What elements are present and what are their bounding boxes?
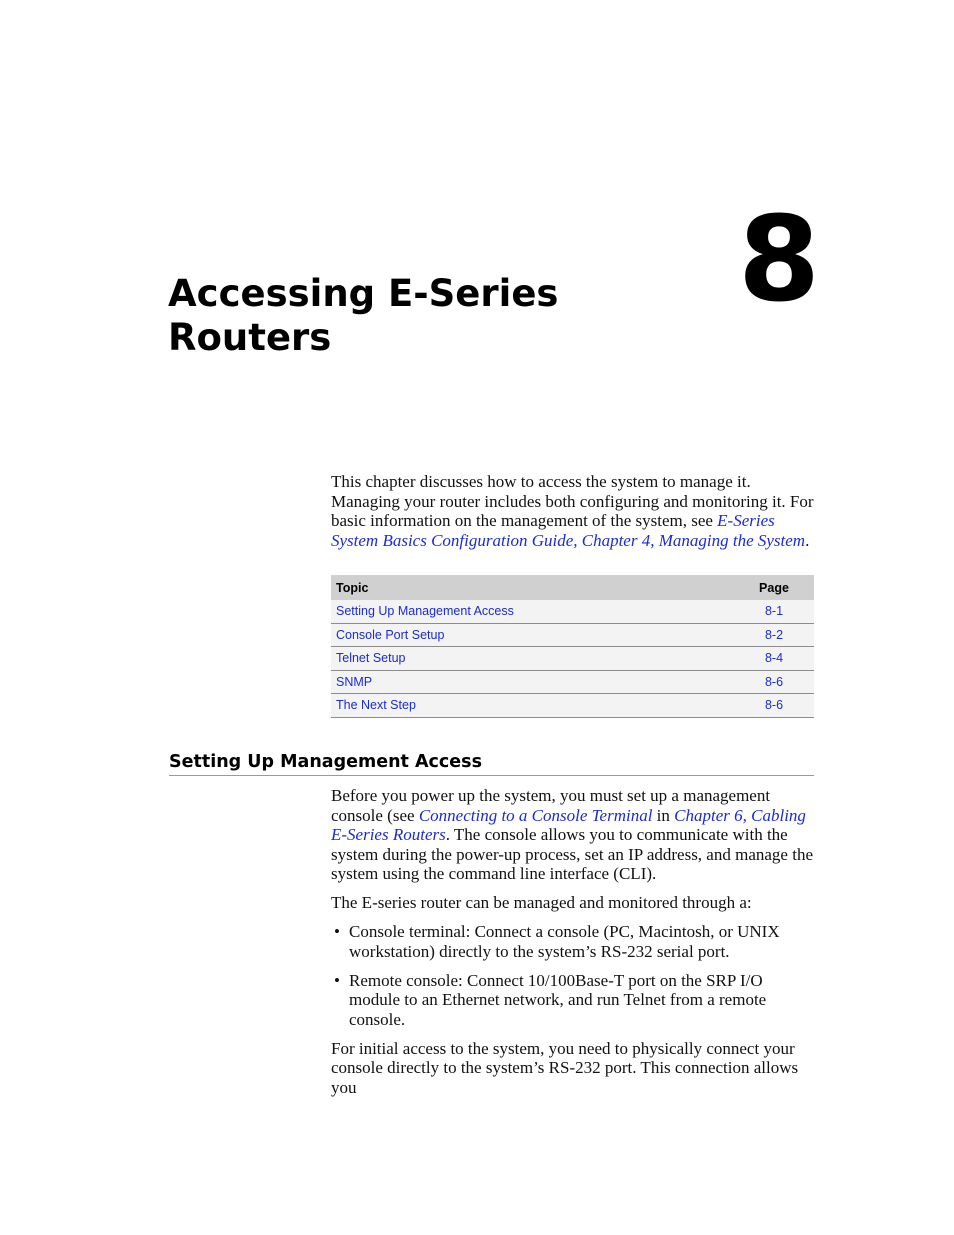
table-row: [331, 647, 814, 671]
body-text: . The console allows you to communicate with the system during the power-up process, set an IP address, and manage the system using the command line interface (CLI).: [331, 825, 813, 883]
page-link[interactable]: 8-6: [734, 694, 814, 718]
intro-text: This chapter discusses how to access the system to manage it. Managing your router includes both configuring and monitoring it. For basic information on the management of the system, see: [331, 472, 814, 530]
list-item: [331, 971, 817, 1030]
page-link[interactable]: 8-2: [734, 623, 814, 647]
page-link[interactable]: 8-4: [734, 647, 814, 671]
section-body: [331, 786, 817, 1107]
body-paragraph-2: The E-series router can be managed and monitored through a:: [331, 893, 752, 912]
body-text: in: [652, 805, 675, 825]
intro-text-end: .: [805, 530, 810, 550]
list-item: [331, 922, 817, 961]
chapter-number: 8: [738, 190, 821, 328]
table-row: [331, 600, 814, 623]
chapter-title: [168, 272, 558, 360]
topic-link[interactable]: Telnet Setup: [331, 647, 734, 671]
console-terminal-link[interactable]: Connecting to a Console Terminal: [418, 805, 653, 825]
topic-table-header: [331, 575, 814, 600]
bullet-list: [331, 922, 817, 1029]
table-row: [331, 694, 814, 718]
topic-column-header: Topic: [331, 575, 734, 600]
intro-paragraph: [331, 472, 817, 550]
topic-table: [331, 575, 814, 718]
cabling-chapter-link[interactable]: Chapter 6, Cabling E-Series Routers: [331, 805, 806, 844]
table-row: [331, 670, 814, 694]
topic-link[interactable]: The Next Step: [331, 694, 734, 718]
topic-link[interactable]: Setting Up Management Access: [331, 600, 734, 623]
bullet-icon: •: [334, 970, 340, 990]
bullet-icon: •: [334, 922, 340, 941]
table-row: [331, 623, 814, 647]
intro-link[interactable]: E-Series System Basics Configuration Guide, Chapter 4, Managing the System: [331, 511, 806, 550]
body-paragraph-1: [331, 786, 817, 884]
body-text: Before you power up the system, you must set up a management console (see: [331, 786, 771, 825]
list-item-text: Remote console: Connect 10/100Base-T port on the SRP I/O module to an Ethernet network, and run Telnet from a remote console.: [349, 970, 767, 1029]
topic-link[interactable]: SNMP: [331, 670, 734, 694]
body-paragraph-3: For initial access to the system, you need to physically connect your console directly to the system’s RS-232 port. This connection allows you: [331, 1038, 799, 1097]
chapter-title-line-1: Accessing E-Series: [168, 272, 559, 315]
page-link[interactable]: 8-6: [734, 670, 814, 694]
topic-link[interactable]: Console Port Setup: [331, 623, 734, 647]
section-heading: Setting Up Management Access: [169, 752, 814, 776]
list-item-text: Console terminal: Connect a console (PC, Macintosh, or UNIX workstation) directly to the system’s RS-232 serial port.: [349, 922, 780, 961]
page-link[interactable]: 8-1: [734, 600, 814, 623]
page-column-header: Page: [734, 575, 814, 600]
chapter-title-line-2: Routers: [168, 316, 332, 359]
